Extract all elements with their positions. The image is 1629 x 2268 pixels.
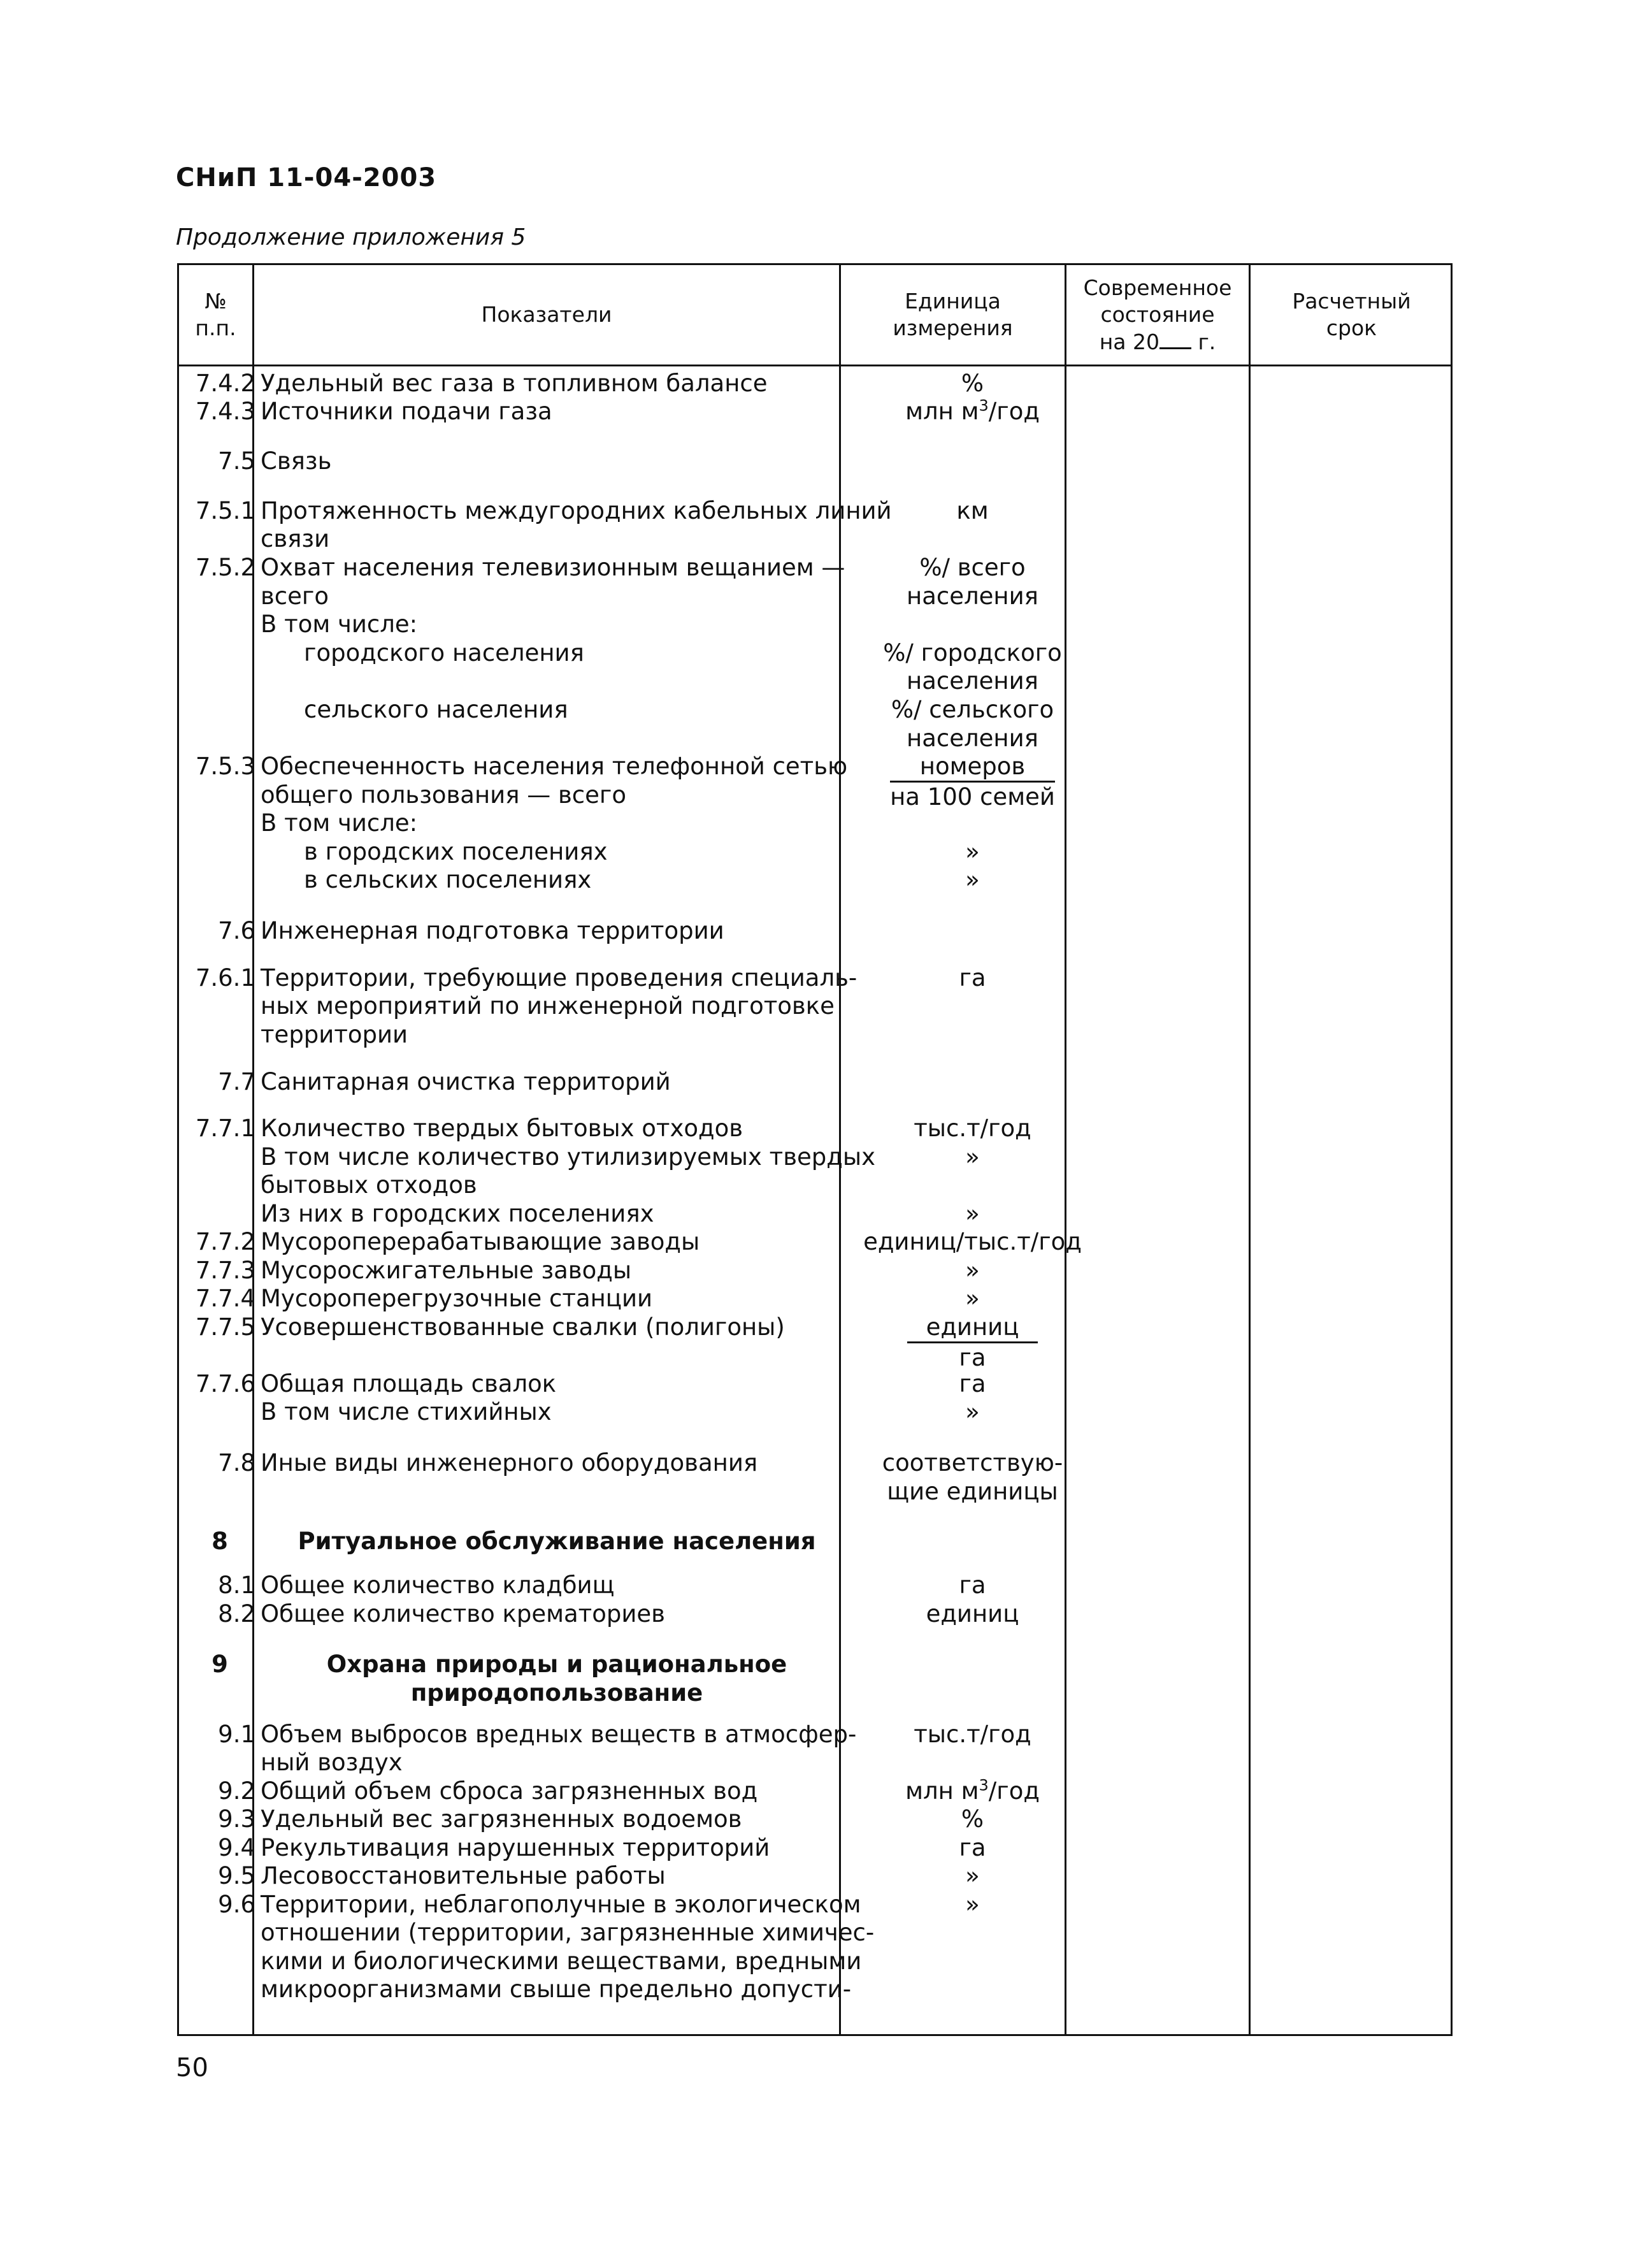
row-number: 7.7.5 bbox=[195, 1313, 255, 1341]
row-unit: единиц bbox=[926, 1600, 1019, 1628]
header-current-state-text: Современное состояние на 20 bbox=[1083, 275, 1232, 354]
row-indicator-continued: отношении (территории, загрязненные химичес- bbox=[261, 1919, 875, 1946]
document-code: СНиП 11-04-2003 bbox=[176, 163, 437, 192]
row-unit: » bbox=[965, 1891, 980, 1918]
row-indicator-continued: ных мероприятий по инженерной подготовке bbox=[261, 992, 835, 1020]
row-indicator: Из них в городских поселениях bbox=[261, 1200, 654, 1227]
row-indicator: в сельских поселениях bbox=[304, 866, 592, 893]
header-unit: Единица измерения bbox=[893, 289, 1013, 340]
row-indicator-continued: бытовых отходов bbox=[261, 1171, 477, 1199]
row-unit-continued: населения bbox=[907, 725, 1038, 752]
fraction-denominator: на 100 семей bbox=[890, 783, 1055, 811]
row-indicator: Мусоросжигательные заводы bbox=[261, 1257, 632, 1284]
row-number: 8.2 bbox=[218, 1600, 255, 1628]
row-unit: » bbox=[965, 1862, 980, 1889]
row-unit: %/ всего bbox=[919, 554, 1026, 581]
fraction-numerator: единиц bbox=[907, 1313, 1038, 1343]
unit-part: /год bbox=[988, 1777, 1040, 1805]
fraction-numerator: номеров bbox=[890, 752, 1055, 783]
row-indicator: Мусороперегрузочные станции bbox=[261, 1285, 653, 1312]
section-number: 8 bbox=[212, 1528, 228, 1555]
row-number: 7.4.2 bbox=[195, 370, 255, 397]
row-unit: соответствую- bbox=[882, 1449, 1063, 1477]
row-indicator: Мусороперерабатывающие заводы bbox=[261, 1228, 700, 1255]
row-unit-continued: населения bbox=[907, 667, 1038, 695]
page-number: 50 bbox=[176, 2053, 208, 2083]
row-unit: га bbox=[959, 964, 986, 992]
row-number: 7.7 bbox=[218, 1068, 255, 1095]
row-indicator-continued: кими и биологическими веществами, вредными bbox=[261, 1947, 862, 1975]
unit-exponent: 3 bbox=[979, 1776, 989, 1795]
section-title-continued: природопользование bbox=[410, 1679, 703, 1707]
row-unit: » bbox=[965, 838, 980, 865]
row-number: 7.7.6 bbox=[195, 1370, 255, 1398]
row-indicator: В том числе: bbox=[261, 610, 418, 638]
row-indicator: Общая площадь свалок bbox=[261, 1370, 557, 1398]
row-unit: » bbox=[965, 1398, 980, 1426]
header-forecast: Расчетный срок bbox=[1292, 289, 1411, 340]
header-current-state bbox=[1066, 265, 1249, 365]
row-indicator: Удельный вес газа в топливном балансе bbox=[261, 370, 768, 397]
row-indicator: В том числе: bbox=[261, 809, 418, 837]
row-number: 7.7.2 bbox=[195, 1228, 255, 1255]
row-number: 7.4.3 bbox=[195, 398, 255, 425]
row-indicator: городского населения bbox=[304, 639, 584, 667]
year-blank bbox=[1159, 328, 1191, 349]
row-unit: га bbox=[959, 1834, 986, 1861]
unit-part: млн м bbox=[905, 398, 979, 425]
row-indicator: Источники подачи газа bbox=[261, 398, 552, 425]
row-unit: %/ городского bbox=[883, 639, 1062, 667]
fraction-denominator: га bbox=[959, 1344, 986, 1371]
row-indicator: Протяженность междугородних кабельных линий bbox=[261, 497, 892, 524]
row-number: 7.6.1 bbox=[195, 964, 255, 992]
row-unit: %/ сельского bbox=[891, 696, 1054, 723]
row-indicator: сельского населения bbox=[304, 696, 568, 723]
row-indicator: Территории, требующие проведения специаль- bbox=[261, 964, 858, 992]
unit-part: /год bbox=[988, 398, 1040, 425]
row-indicator: В том числе количество утилизируемых твердых bbox=[261, 1143, 875, 1171]
row-indicator-continued: общего пользования — всего bbox=[261, 781, 626, 809]
row-unit: » bbox=[965, 1143, 980, 1171]
indicators-table bbox=[177, 263, 1453, 2036]
row-unit-fraction bbox=[859, 1313, 1086, 1372]
row-unit: га bbox=[959, 1571, 986, 1599]
row-number: 7.8 bbox=[218, 1449, 255, 1477]
row-unit bbox=[859, 397, 1086, 426]
row-unit: % bbox=[961, 370, 984, 397]
row-unit: » bbox=[965, 1200, 980, 1227]
row-unit-continued: щие единицы bbox=[887, 1478, 1058, 1505]
row-indicator-continued: территории bbox=[261, 1021, 408, 1048]
section-number: 9 bbox=[212, 1650, 228, 1678]
row-unit: » bbox=[965, 866, 980, 893]
row-number: 9.2 bbox=[218, 1777, 255, 1805]
unit-exponent: 3 bbox=[979, 396, 989, 415]
row-indicator-continued: микроорганизмами свыше предельно допусти- bbox=[261, 1975, 852, 2003]
row-unit: » bbox=[965, 1257, 980, 1284]
column-divider bbox=[1249, 265, 1251, 2034]
row-indicator: Связь bbox=[261, 447, 332, 475]
row-indicator: Охват населения телевизионным вещанием — bbox=[261, 554, 845, 581]
row-indicator: Инженерная подготовка территории bbox=[261, 917, 724, 944]
row-unit: единиц/тыс.т/год bbox=[863, 1228, 1082, 1255]
row-indicator: Территории, неблагополучные в экологическом bbox=[261, 1891, 861, 1918]
row-number: 7.7.3 bbox=[195, 1257, 255, 1284]
row-indicator: Общее количество кладбищ bbox=[261, 1571, 615, 1599]
row-unit: тыс.т/год bbox=[914, 1115, 1031, 1142]
row-number: 7.6 bbox=[218, 917, 255, 944]
row-indicator: в городских поселениях bbox=[304, 838, 608, 865]
row-number: 7.7.4 bbox=[195, 1285, 255, 1312]
row-unit-fraction bbox=[859, 752, 1086, 811]
section-title: Охрана природы и рациональное bbox=[326, 1650, 787, 1678]
row-number: 7.5.2 bbox=[195, 554, 255, 581]
row-number: 9.4 bbox=[218, 1834, 255, 1861]
row-indicator-continued: ный воздух bbox=[261, 1749, 403, 1776]
row-indicator: Санитарная очистка территорий bbox=[261, 1068, 671, 1095]
unit-part: млн м bbox=[905, 1777, 979, 1805]
row-indicator-continued: всего bbox=[261, 582, 329, 610]
row-indicator: Количество твердых бытовых отходов bbox=[261, 1115, 743, 1142]
header-current-state-suffix: г. bbox=[1198, 329, 1216, 354]
row-indicator: В том числе стихийных bbox=[261, 1398, 552, 1426]
row-indicator: Общее количество крематориев bbox=[261, 1600, 665, 1628]
row-number: 8.1 bbox=[218, 1571, 255, 1599]
header-num: № п.п. bbox=[195, 289, 236, 340]
row-indicator: Объем выбросов вредных веществ в атмосфер- bbox=[261, 1721, 857, 1748]
row-unit: % bbox=[961, 1805, 984, 1833]
row-unit: тыс.т/год bbox=[914, 1721, 1031, 1748]
row-indicator: Удельный вес загрязненных водоемов bbox=[261, 1805, 742, 1833]
row-unit: км bbox=[956, 497, 989, 524]
row-number: 7.7.1 bbox=[195, 1115, 255, 1142]
row-number: 9.5 bbox=[218, 1862, 255, 1889]
row-number: 9.1 bbox=[218, 1721, 255, 1748]
row-indicator: Рекультивация нарушенных территорий bbox=[261, 1834, 770, 1861]
row-indicator: Иные виды инженерного оборудования bbox=[261, 1449, 758, 1477]
row-number: 9.3 bbox=[218, 1805, 255, 1833]
header-divider bbox=[179, 365, 1451, 366]
row-unit: » bbox=[965, 1285, 980, 1312]
row-indicator: Усовершенствованные свалки (полигоны) bbox=[261, 1313, 785, 1341]
row-indicator-continued: связи bbox=[261, 525, 330, 553]
header-indicator: Показатели bbox=[481, 302, 612, 327]
section-title: Ритуальное обслуживание населения bbox=[298, 1528, 816, 1555]
row-number: 7.5.3 bbox=[195, 753, 255, 780]
row-unit bbox=[859, 1777, 1086, 1805]
row-number: 7.5 bbox=[218, 447, 255, 475]
column-divider bbox=[252, 265, 254, 2034]
row-indicator: Лесовосстановительные работы bbox=[261, 1862, 666, 1889]
appendix-continuation-label: Продолжение приложения 5 bbox=[176, 224, 526, 250]
row-number: 9.6 bbox=[218, 1891, 255, 1918]
row-number: 7.5.1 bbox=[195, 497, 255, 524]
row-unit-continued: населения bbox=[907, 582, 1038, 610]
row-indicator: Обеспеченность населения телефонной сетью bbox=[261, 753, 848, 780]
row-unit: га bbox=[959, 1370, 986, 1398]
row-indicator: Общий объем сброса загрязненных вод bbox=[261, 1777, 758, 1805]
